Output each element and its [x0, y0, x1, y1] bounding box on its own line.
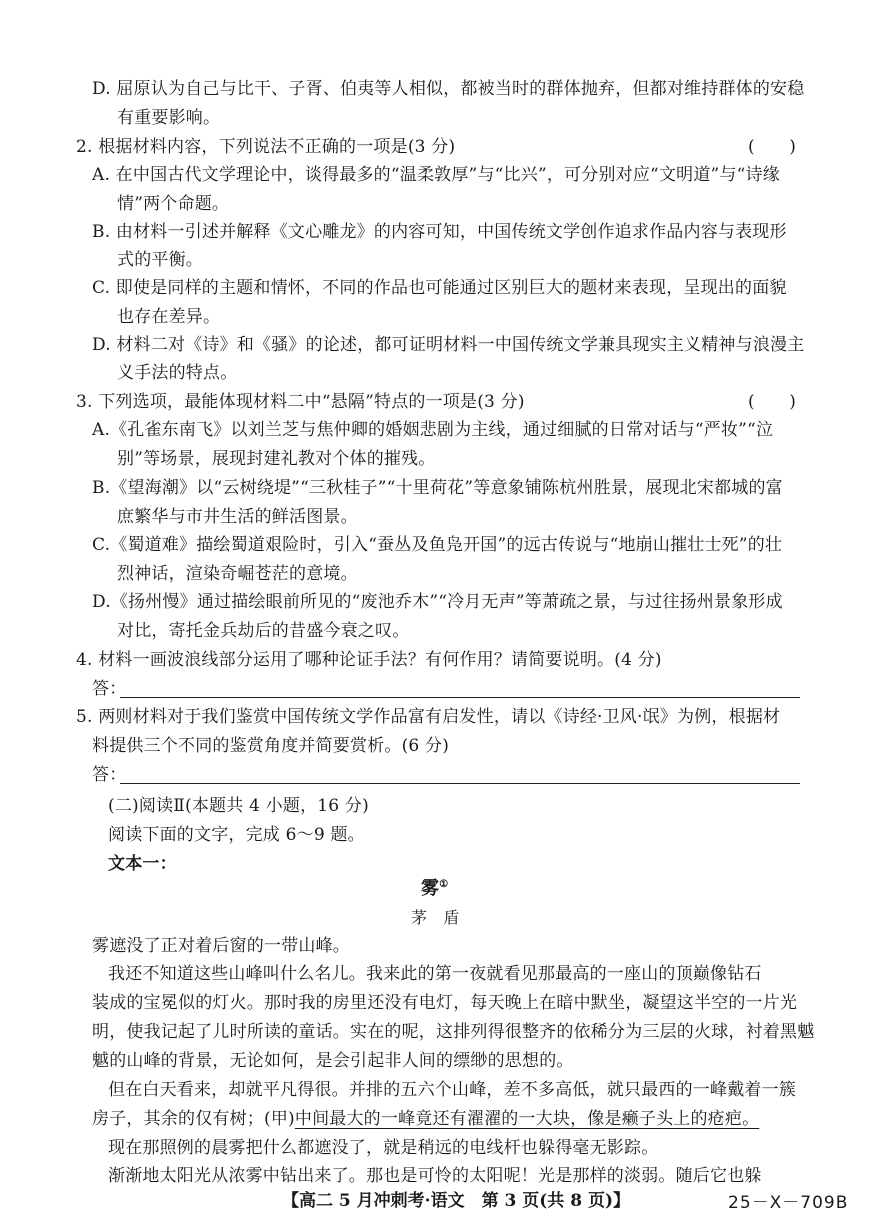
- q3-option-d-line2: 对比，寄托金兵劫后的昔盛今衰之叹。: [117, 621, 410, 641]
- essay-author: 茅 盾: [411, 908, 460, 927]
- essay-paragraph-2-line3: 明，使我记起了儿时所读的童话。实在的呢，这排列得很整齐的依稀分为三层的火球，衬着黑魆: [92, 1022, 815, 1042]
- q2-stem: 2. 根据材料内容，下列说法不正确的一项是(3 分): [76, 137, 456, 157]
- q5-stem-line1: 5. 两则材料对于我们鉴赏中国传统文学作品富有启发性，请以《诗经·卫风·氓》为例，根据材: [76, 707, 781, 727]
- essay-paragraph-2-line2: 装成的宝冕似的灯火。那时我的房里还没有电灯，每天晚上在暗中默坐，凝望这半空的一片光: [92, 993, 798, 1013]
- q2-option-b-line2: 式的平衡。: [117, 250, 203, 270]
- q5-stem-line2: 料提供三个不同的鉴赏角度并简要赏析。(6 分): [92, 736, 450, 756]
- essay-paragraph-1: 雾遮没了正对着后窗的一带山峰。: [92, 936, 350, 956]
- essay-paragraph-3-line1: 但在白天看来，却就平凡得很。并排的五六个山峰，差不多高低，就只最西的一峰戴着一簇: [108, 1080, 796, 1100]
- q4-answer-label: 答：: [92, 679, 127, 699]
- q1-option-d-line2: 有重要影响。: [117, 108, 221, 128]
- q3-option-a-line2: 别”等场景，展现封建礼教对个体的摧残。: [117, 449, 436, 469]
- underlined-sentence-jia: 中间最大的一峰竟还有濯濯的一大块，像是癞子头上的疮疤。: [294, 1109, 760, 1129]
- essay-paragraph-4: 现在那照例的晨雾把什么都遮没了，就是稍远的电线杆也躲得毫无影踪。: [108, 1138, 659, 1158]
- q3-option-b-line1: B.《望海潮》以“云树绕堤”“三秋桂子”“十里荷花”等意象铺陈杭州胜景，展现北宋都城的富: [92, 478, 783, 498]
- essay-title-text: 雾: [421, 878, 440, 899]
- q2-answer-paren: ( ): [748, 137, 797, 157]
- q2-option-d-line1: D. 材料二对《诗》和《骚》的论述，都可证明材料一中国传统文学兼具现实主义精神与浪漫主: [92, 335, 805, 355]
- text-one-label: 文本一：: [108, 854, 177, 874]
- exam-code: 25－X－709B: [728, 1193, 849, 1213]
- q2-option-c-line2: 也存在差异。: [117, 307, 221, 327]
- essay-title-footnote-mark: ①: [439, 879, 449, 890]
- essay-title: [421, 880, 448, 898]
- q4-answer-line[interactable]: [120, 697, 800, 698]
- q3-option-c-line2: 烈神话，渲染奇崛苍茫的意境。: [117, 564, 358, 584]
- q3-answer-paren: ( ): [748, 392, 797, 412]
- q2-option-a-line1: A. 在中国古代文学理论中，谈得最多的“温柔敦厚”与“比兴”，可分别对应“文明道”与“诗缘: [92, 165, 780, 185]
- q2-option-a-line2: 情”两个命题。: [117, 194, 230, 214]
- essay-paragraph-5-line1: 渐渐地太阳光从浓雾中钻出来了。那也是可怜的太阳呢！光是那样的淡弱。随后它也躲: [108, 1166, 762, 1186]
- essay-paragraph-2-line4: 魆的山峰的背景，无论如何，是会引起非人间的缥缈的思想的。: [92, 1051, 574, 1071]
- essay-paragraph-2-line1: 我还不知道这些山峰叫什么名儿。我来此的第一夜就看见那最高的一座山的顶巅像钻石: [108, 964, 762, 984]
- q3-option-b-line2: 庶繁华与市井生活的鲜活图景。: [117, 507, 358, 527]
- q3-option-c-line1: C.《蜀道难》描绘蜀道艰险时，引入“蚕丛及鱼凫开国”的远古传说与“地崩山摧壮士死”的壮: [92, 535, 783, 555]
- q4-stem: 4. 材料一画波浪线部分运用了哪种论证手法？有何作用？请简要说明。(4 分): [76, 650, 662, 670]
- q1-option-d-line1: D. 屈原认为自己与比干、子胥、伯夷等人相似，都被当时的群体抛弃，但都对维持群体的安稳: [92, 79, 805, 99]
- q2-option-b-line1: B. 由材料一引述并解释《文心雕龙》的内容可知，中国传统文学创作追求作品内容与表现形: [92, 222, 787, 242]
- section-instruction: 阅读下面的文字，完成 6～9 题。: [108, 825, 365, 845]
- section-heading: (二)阅读Ⅱ(本题共 4 小题，16 分): [108, 796, 369, 816]
- page-footer: 【高二 5 月冲刺考·语文 第 3 页(共 8 页)】: [282, 1191, 631, 1211]
- essay-paragraph-3-line2: [92, 1111, 759, 1128]
- essay-paragraph-3-line2-lead: 房子，其余的仅有树；(甲): [92, 1109, 295, 1129]
- q3-stem: 3. 下列选项，最能体现材料二中“悬隔”特点的一项是(3 分): [76, 392, 525, 412]
- q2-option-c-line1: C. 即使是同样的主题和情怀，不同的作品也可能通过区别巨大的题材来表现，呈现出的面貌: [92, 278, 787, 298]
- q3-option-d-line1: D.《扬州慢》通过描绘眼前所见的“废池乔木”“冷月无声”等萧疏之景，与过往扬州景象形成: [92, 592, 783, 612]
- q3-option-a-line1: A.《孔雀东南飞》以刘兰芝与焦仲卿的婚姻悲剧为主线，通过细腻的日常对话与“严妆”“泣: [92, 420, 774, 440]
- q5-answer-line[interactable]: [120, 783, 800, 784]
- q5-answer-label: 答：: [92, 765, 127, 785]
- q2-option-d-line2: 义手法的特点。: [117, 363, 238, 383]
